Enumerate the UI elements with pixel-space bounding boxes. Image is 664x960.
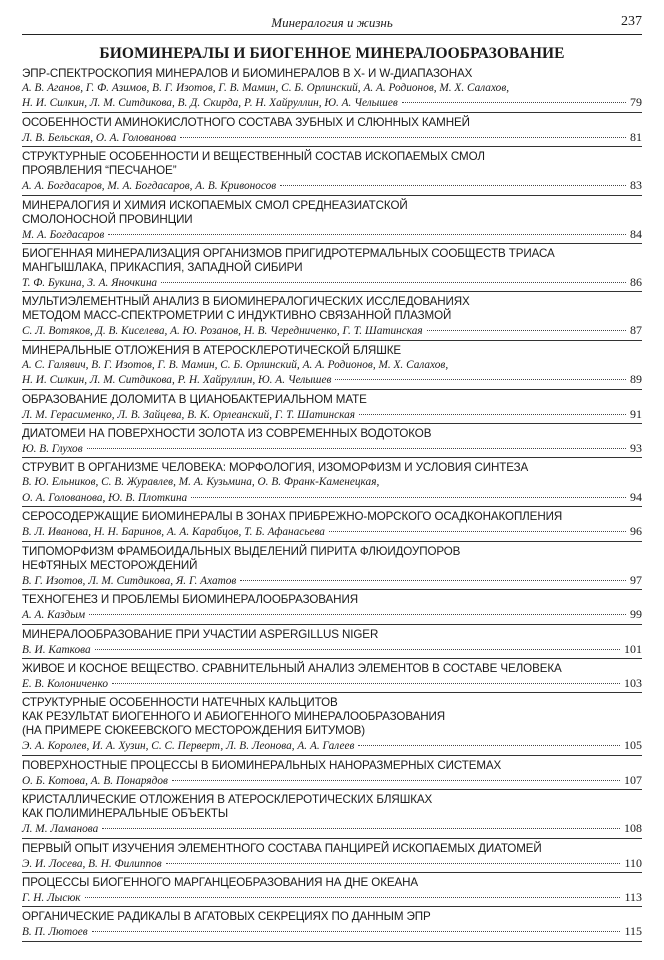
entry-title-line: МИНЕРАЛООБРАЗОВАНИЕ ПРИ УЧАСТИИ ASPERGILLUS NIGER <box>22 627 379 641</box>
entry-page-number: 108 <box>624 821 642 836</box>
entry-title <box>22 625 642 642</box>
entry-title-line: МИНЕРАЛЬНЫЕ ОТЛОЖЕНИЯ В АТЕРОСКЛЕРОТИЧЕСКОЙ БЛЯШКЕ <box>22 343 402 357</box>
entry-title <box>22 196 642 227</box>
entry-page-number: 86 <box>630 275 642 290</box>
author-line <box>22 130 642 145</box>
entry-title-line: СТРУКТУРНЫЕ ОСОБЕННОСТИ И ВЕЩЕСТВЕННЫЙ СОСТАВ ИСКОПАЕМЫХ СМОЛ <box>22 150 485 164</box>
dot-leader <box>108 233 626 235</box>
toc-entry <box>22 659 642 693</box>
author-names: Л. М. Герасименко, Л. В. Зайцева, В. К. Орлеанский, Г. Т. Шатинская <box>22 408 356 421</box>
author-names: В. Г. Изотов, Л. М. Ситдикова, Я. Г. Ахатов <box>22 574 237 587</box>
toc-entry <box>22 147 642 195</box>
entry-authors <box>22 178 642 193</box>
toc-entry <box>22 873 642 907</box>
entry-title-line: МЕТОДОМ МАСС-СПЕКТРОМЕТРИИ С ИНДУКТИВНО СВЯЗАННОЙ ПЛАЗМОЙ <box>22 309 452 323</box>
entry-title <box>22 873 642 890</box>
author-names: С. Л. Вотяков, Д. В. Киселева, А. Ю. Розанов, Н. В. Чередниченко, Г. Т. Шатинская <box>22 325 423 338</box>
author-line <box>22 607 642 622</box>
entry-authors <box>22 441 642 456</box>
author-line <box>22 490 642 505</box>
entry-title-line: ТИПОМОРФИЗМ ФРАМБОИДАЛЬНЫХ ВЫДЕЛЕНИЙ ПИРИТА ФЛЮИДОУПОРОВ <box>22 544 461 558</box>
entry-page-number: 96 <box>630 524 642 539</box>
dot-leader <box>427 329 626 331</box>
entry-title-line: МИНЕРАЛОГИЯ И ХИМИЯ ИСКОПАЕМЫХ СМОЛ СРЕДНЕАЗИАТСКОЙ <box>22 198 408 212</box>
author-names: Г. Н. Лысюк <box>22 891 81 904</box>
entry-authors <box>22 821 642 836</box>
entry-title-line: СТРУВИТ В ОРГАНИЗМЕ ЧЕЛОВЕКА: МОРФОЛОГИЯ, ИЗОМОРФИЗМ И УСЛОВИЯ СИНТЕЗА <box>22 461 529 475</box>
author-names: Ю. В. Глухов <box>22 443 83 456</box>
dot-leader <box>112 682 620 684</box>
entry-title <box>22 542 642 573</box>
dot-leader <box>280 184 626 186</box>
entry-title-line: БИОГЕННАЯ МИНЕРАЛИЗАЦИЯ ОРГАНИЗМОВ ПРИГИДРОТЕРМАЛЬНЫХ СООБЩЕСТВ ТРИАСА <box>22 247 555 261</box>
entry-title <box>22 64 642 81</box>
entry-title-line: (НА ПРИМЕРЕ СЮКЕЕВСКОГО МЕСТОРОЖДЕНИЯ БИТУМОВ) <box>22 724 366 738</box>
entry-title-line: ПЕРВЫЙ ОПЫТ ИЗУЧЕНИЯ ЭЛЕМЕНТНОГО СОСТАВА ПАНЦИРЕЙ ИСКОПАЕМЫХ ДИАТОМЕЙ <box>22 841 542 855</box>
author-line <box>22 856 642 871</box>
author-names: М. А. Богдасаров <box>22 228 105 241</box>
entry-title-line: ПРОЯВЛЕНИЯ “ПЕСЧАНОЕ” <box>22 164 177 178</box>
toc-entry <box>22 64 642 113</box>
dot-leader <box>102 827 620 829</box>
entry-title-line: ОРГАНИЧЕСКИЕ РАДИКАЛЫ В АГАТОВЫХ СЕКРЕЦИЯХ ПО ДАННЫМ ЭПР <box>22 910 431 924</box>
entry-title <box>22 590 642 607</box>
author-names: А. А. Богдасаров, М. А. Богдасаров, А. В. Кривоносов <box>22 180 277 193</box>
toc-entry <box>22 196 642 244</box>
author-names: Э. А. Королев, И. А. Хузин, С. С. Перверт, Л. В. Леонова, А. А. Галеев <box>22 740 355 753</box>
dot-leader <box>191 496 626 498</box>
entry-page-number: 84 <box>630 226 642 241</box>
entry-page-number: 107 <box>624 772 642 787</box>
dot-leader <box>240 579 626 581</box>
entry-page-number: 97 <box>630 572 642 587</box>
entry-title <box>22 693 642 738</box>
dot-leader <box>89 613 626 615</box>
dot-leader <box>402 101 626 103</box>
entry-authors <box>22 924 642 939</box>
entry-title <box>22 244 642 275</box>
entry-title-line: СТРУКТУРНЫЕ ОСОБЕННОСТИ НАТЕЧНЫХ КАЛЬЦИТОВ <box>22 696 338 710</box>
entry-authors <box>22 738 642 753</box>
toc-entry <box>22 590 642 624</box>
section-title: БИОМИНЕРАЛЫ И БИОГЕННОЕ МИНЕРАЛООБРАЗОВАНИЕ <box>99 45 565 62</box>
author-line <box>22 573 642 588</box>
author-line: В. Ю. Ельников, С. В. Журавлев, М. А. Кузьмина, О. В. Франк-Каменецкая, <box>22 476 380 489</box>
entry-title <box>22 292 642 323</box>
author-line: А. С. Галявич, В. Г. Изотов, Г. В. Мамин, С. Б. Орлинский, А. А. Родионов, М. Х. Салахов, <box>22 358 449 371</box>
author-names: Л. В. Бельская, О. А. Голованова <box>22 131 177 144</box>
toc-entry <box>22 244 642 292</box>
page <box>22 0 642 942</box>
entry-authors <box>22 642 642 657</box>
toc-entry <box>22 907 642 941</box>
entry-title-line: НЕФТЯНЫХ МЕСТОРОЖДЕНИЙ <box>22 558 198 572</box>
running-title: Минералогия и жизнь <box>271 15 393 30</box>
dot-leader <box>359 413 626 415</box>
author-names: А. А. Каздым <box>22 609 86 622</box>
entry-page-number: 113 <box>624 889 642 904</box>
entry-title <box>22 113 642 130</box>
toc-entry <box>22 625 642 659</box>
entry-authors <box>22 130 642 145</box>
entry-title <box>22 147 642 178</box>
author-names: Н. И. Силкин, Л. М. Ситдикова, Р. Н. Хайруллин, Ю. А. Челышев <box>22 374 332 387</box>
entry-title <box>22 507 642 524</box>
entry-title-line: ЖИВОЕ И КОСНОЕ ВЕЩЕСТВО. СРАВНИТЕЛЬНЫЙ АНАЛИЗ ЭЛЕМЕНТОВ В СОСТАВЕ ЧЕЛОВЕКА <box>22 661 562 675</box>
entry-authors <box>22 275 642 290</box>
author-names: Е. В. Колониченко <box>22 677 109 690</box>
toc-entry <box>22 507 642 541</box>
entry-authors <box>22 81 642 111</box>
dot-leader <box>85 896 621 898</box>
author-names: В. Л. Иванова, Н. Н. Баринов, А. А. Карабцов, Т. Б. Афанасьева <box>22 526 325 539</box>
author-line <box>22 95 642 110</box>
entry-authors <box>22 676 642 691</box>
entry-authors <box>22 227 642 242</box>
entry-title-line: СЕРОСОДЕРЖАЩИЕ БИОМИНЕРАЛЫ В ЗОНАХ ПРИБРЕЖНО-МОРСКОГО ОСАДКОНАКОПЛЕНИЯ <box>22 510 563 524</box>
entry-title-line: КАК ПОЛИМИНЕРАЛЬНЫЕ ОБЪЕКТЫ <box>22 807 229 821</box>
entry-page-number: 101 <box>624 641 642 656</box>
dot-leader <box>166 862 621 864</box>
dot-leader <box>87 447 626 449</box>
author-names: Т. Ф. Букина, З. А. Яночкина <box>22 277 158 290</box>
entry-authors <box>22 358 642 388</box>
author-line <box>22 890 642 905</box>
entry-title-line: СМОЛОНОСНОЙ ПРОВИНЦИИ <box>22 212 193 226</box>
entry-authors <box>22 856 642 871</box>
entry-title <box>22 839 642 856</box>
entry-title <box>22 659 642 676</box>
author-line <box>22 323 642 338</box>
author-line <box>22 372 642 387</box>
entry-authors <box>22 607 642 622</box>
author-names: О. А. Голованова, Ю. В. Плоткина <box>22 491 188 504</box>
entry-authors <box>22 524 642 539</box>
entry-title <box>22 424 642 441</box>
dot-leader <box>329 530 626 532</box>
entry-title <box>22 390 642 407</box>
author-line <box>22 773 642 788</box>
toc-entry <box>22 424 642 458</box>
entry-authors <box>22 323 642 338</box>
entry-title-line: ОБРАЗОВАНИЕ ДОЛОМИТА В ЦИАНОБАКТЕРИАЛЬНОМ МАТЕ <box>22 392 367 406</box>
entry-page-number: 87 <box>630 323 642 338</box>
toc-entry <box>22 542 642 590</box>
author-names: В. И. Каткова <box>22 643 91 656</box>
entry-title-line: ТЕХНОГЕНЕЗ И ПРОБЛЕМЫ БИОМИНЕРАЛООБРАЗОВАНИЯ <box>22 593 358 607</box>
dot-leader <box>335 378 626 380</box>
toc-entry <box>22 839 642 873</box>
page-number: 237 <box>621 14 642 29</box>
entry-authors <box>22 573 642 588</box>
entry-title-line: КАК РЕЗУЛЬТАТ БИОГЕННОГО И АБИОГЕННОГО МИНЕРАЛООБРАЗОВАНИЯ <box>22 710 445 724</box>
dot-leader <box>161 281 626 283</box>
entry-title-line: ДИАТОМЕИ НА ПОВЕРХНОСТИ ЗОЛОТА ИЗ СОВРЕМЕННЫХ ВОДОТОКОВ <box>22 427 432 441</box>
author-line: А. В. Аганов, Г. Ф. Азимов, В. Г. Изотов, Г. В. Мамин, С. Б. Орлинский, А. А. Родионов, М. Х. Салахов, <box>22 82 510 94</box>
author-names: Н. И. Силкин, Л. М. Ситдикова, В. Д. Скирда, Р. Н. Хайруллин, Ю. А. Челышев <box>22 97 398 110</box>
toc-entry <box>22 790 642 838</box>
author-names: В. П. Лютоев <box>22 926 88 939</box>
author-names: Э. И. Лосева, В. Н. Филиппов <box>22 857 162 870</box>
author-line <box>22 178 642 193</box>
author-line <box>22 924 642 939</box>
toc-entry <box>22 341 642 390</box>
entry-title-line: КРИСТАЛЛИЧЕСКИЕ ОТЛОЖЕНИЯ В АТЕРОСКЛЕРОТИЧЕСКИХ БЛЯШКАХ <box>22 793 433 807</box>
entry-page-number: 110 <box>624 855 642 870</box>
toc-entry <box>22 458 642 507</box>
author-line <box>22 524 642 539</box>
running-header <box>22 0 642 35</box>
entry-authors <box>22 773 642 788</box>
dot-leader <box>172 779 620 781</box>
entry-title-line: МУЛЬТИЭЛЕМЕНТНЫЙ АНАЛИЗ В БИОМИНЕРАЛОГИЧЕСКИХ ИССЛЕДОВАНИЯХ <box>22 295 470 309</box>
entry-title <box>22 790 642 821</box>
entry-page-number: 99 <box>630 607 642 622</box>
entry-title-line: ОСОБЕННОСТИ АМИНОКИСЛОТНОГО СОСТАВА ЗУБНЫХ И СЛЮННЫХ КАМНЕЙ <box>22 115 470 129</box>
author-line <box>22 821 642 836</box>
author-names: О. Б. Котова, А. В. Понарядов <box>22 774 168 787</box>
toc-entry <box>22 113 642 147</box>
entry-title-line: МАНГЫШЛАКА, ПРИКАСПИЯ, ЗАПАДНОЙ СИБИРИ <box>22 261 303 275</box>
entry-title <box>22 458 642 475</box>
entry-page-number: 81 <box>630 129 642 144</box>
entry-title <box>22 756 642 773</box>
dot-leader <box>95 648 620 650</box>
entry-authors <box>22 890 642 905</box>
dot-leader <box>92 930 621 932</box>
entry-page-number: 94 <box>630 489 642 504</box>
entry-page-number: 91 <box>630 406 642 421</box>
entry-page-number: 105 <box>624 738 642 753</box>
entry-title-line: ЭПР-СПЕКТРОСКОПИЯ МИНЕРАЛОВ И БИОМИНЕРАЛОВ В X- И W-ДИАПАЗОНАХ <box>22 67 473 80</box>
author-line <box>22 407 642 422</box>
entry-page-number: 93 <box>630 441 642 456</box>
author-line <box>22 642 642 657</box>
table-of-contents <box>22 64 642 942</box>
dot-leader <box>180 136 626 138</box>
entry-page-number: 103 <box>624 675 642 690</box>
entry-title <box>22 907 642 924</box>
author-line <box>22 227 642 242</box>
author-line <box>22 738 642 753</box>
toc-entry <box>22 390 642 424</box>
author-line <box>22 275 642 290</box>
author-names: Л. М. Ламанова <box>22 823 99 836</box>
toc-entry <box>22 292 642 340</box>
entry-page-number: 89 <box>630 372 642 387</box>
entry-page-number: 115 <box>624 924 642 939</box>
entry-authors <box>22 475 642 505</box>
entry-page-number: 79 <box>630 95 642 110</box>
entry-page-number: 83 <box>630 178 642 193</box>
entry-title-line: ПРОЦЕССЫ БИОГЕННОГО МАРГАНЦЕОБРАЗОВАНИЯ НА ДНЕ ОКЕАНА <box>22 875 419 889</box>
entry-title-line: ПОВЕРХНОСТНЫЕ ПРОЦЕССЫ В БИОМИНЕРАЛЬНЫХ НАНОРАЗМЕРНЫХ СИСТЕМАХ <box>22 758 502 772</box>
entry-title <box>22 341 642 358</box>
toc-entry <box>22 756 642 790</box>
author-line <box>22 676 642 691</box>
author-line <box>22 441 642 456</box>
toc-entry <box>22 693 642 755</box>
dot-leader <box>358 744 620 746</box>
entry-authors <box>22 407 642 422</box>
